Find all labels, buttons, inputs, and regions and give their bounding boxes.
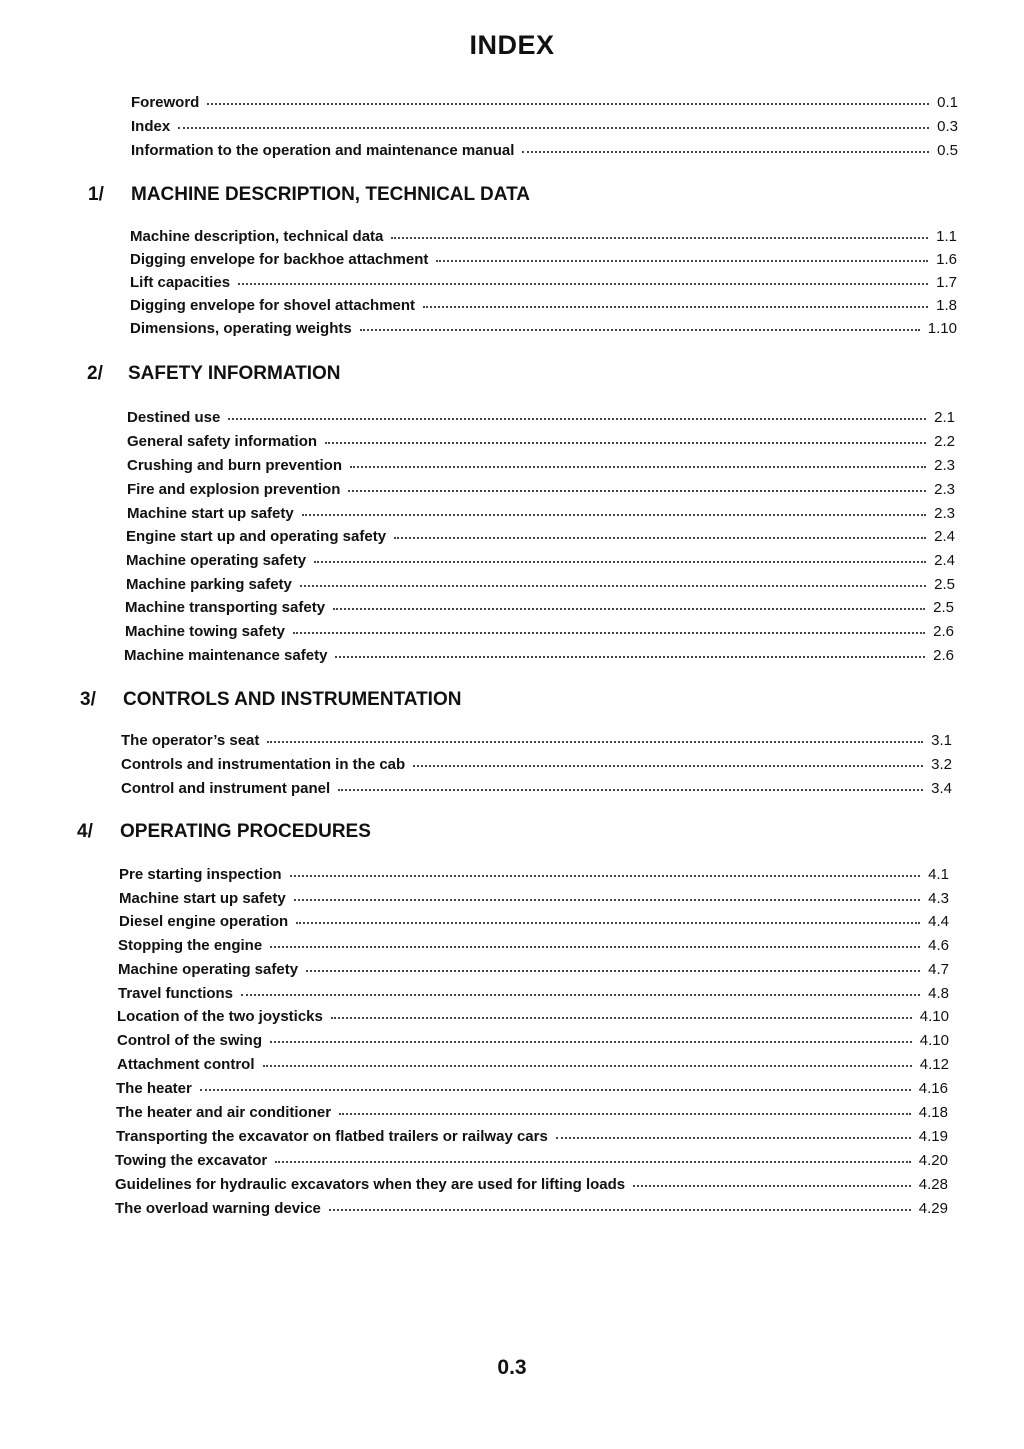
entry-label: The overload warning device bbox=[115, 1200, 321, 1217]
toc-entry bbox=[130, 251, 957, 273]
entry-label: Digging envelope for backhoe attachment bbox=[130, 251, 429, 268]
entry-page: 3.2 bbox=[931, 756, 952, 773]
dot-leader bbox=[633, 1185, 911, 1187]
toc-entry bbox=[130, 228, 957, 250]
entry-label: Destined use bbox=[127, 409, 221, 426]
dot-leader bbox=[333, 608, 925, 610]
entry-label: Attachment control bbox=[117, 1056, 255, 1073]
dot-leader bbox=[394, 537, 926, 539]
page-number: 0.3 bbox=[497, 1356, 527, 1379]
entry-label: Lift capacities bbox=[130, 274, 231, 291]
entry-page: 2.1 bbox=[934, 409, 955, 426]
dot-leader bbox=[178, 127, 929, 129]
entry-page: 4.12 bbox=[919, 1056, 949, 1073]
toc-entry bbox=[119, 866, 949, 888]
dot-leader bbox=[314, 561, 926, 563]
entry-page: 2.4 bbox=[934, 528, 955, 545]
toc-entry bbox=[116, 1104, 948, 1126]
entry-label: Control of the swing bbox=[117, 1032, 262, 1049]
entry-label: The heater and air conditioner bbox=[116, 1104, 332, 1121]
dot-leader bbox=[302, 514, 926, 516]
section-header bbox=[0, 363, 1024, 387]
dot-leader bbox=[329, 1209, 911, 1211]
entry-page: 4.8 bbox=[928, 985, 949, 1002]
section-number: 4/ bbox=[77, 821, 93, 842]
dot-leader bbox=[338, 789, 923, 791]
dot-leader bbox=[270, 1041, 912, 1043]
section-header bbox=[0, 184, 1024, 208]
entry-page: 2.6 bbox=[933, 647, 954, 664]
toc-entry bbox=[127, 457, 955, 479]
entry-page: 4.1 bbox=[928, 866, 949, 883]
dot-leader bbox=[294, 899, 920, 901]
section-header bbox=[0, 689, 1024, 713]
dot-leader bbox=[350, 466, 926, 468]
dot-leader bbox=[207, 103, 929, 105]
toc-entry bbox=[125, 599, 954, 621]
dot-leader bbox=[413, 765, 923, 767]
entry-label: Machine transporting safety bbox=[125, 599, 326, 616]
entry-label: Engine start up and operating safety bbox=[126, 528, 387, 545]
entry-page: 4.16 bbox=[918, 1080, 948, 1097]
entry-page: 4.10 bbox=[919, 1032, 949, 1049]
toc-entry bbox=[117, 1032, 949, 1054]
page-title: INDEX bbox=[469, 30, 555, 60]
section-number: 1/ bbox=[88, 184, 104, 205]
entry-page: 4.19 bbox=[918, 1128, 948, 1145]
toc-entry bbox=[119, 890, 949, 912]
dot-leader bbox=[241, 994, 920, 996]
entry-label: Diesel engine operation bbox=[119, 913, 289, 930]
section-heading: OPERATING PROCEDURES bbox=[120, 821, 371, 842]
entry-label: Controls and instrumentation in the cab bbox=[121, 756, 406, 773]
entry-page: 0.1 bbox=[937, 94, 958, 111]
toc-entry bbox=[130, 320, 957, 342]
toc-entry bbox=[121, 780, 952, 802]
toc-entry bbox=[131, 94, 958, 116]
dot-leader bbox=[325, 442, 926, 444]
dot-leader bbox=[436, 260, 928, 262]
entry-label: Pre starting inspection bbox=[119, 866, 282, 883]
entry-label: Stopping the engine bbox=[118, 937, 263, 954]
section-number: 2/ bbox=[87, 363, 103, 384]
entry-page: 4.6 bbox=[928, 937, 949, 954]
toc-entry bbox=[118, 961, 949, 983]
entry-page: 2.5 bbox=[933, 599, 954, 616]
toc-entry bbox=[130, 297, 957, 319]
section-heading: SAFETY INFORMATION bbox=[128, 363, 341, 384]
dot-leader bbox=[391, 237, 928, 239]
toc-entry bbox=[117, 1056, 949, 1078]
toc-entry bbox=[115, 1200, 948, 1222]
dot-leader bbox=[348, 490, 926, 492]
toc-entry bbox=[119, 913, 949, 935]
toc-entry bbox=[127, 409, 955, 431]
entry-page: 2.3 bbox=[934, 481, 955, 498]
dot-leader bbox=[339, 1113, 911, 1115]
entry-page: 1.6 bbox=[936, 251, 957, 268]
entry-label: Transporting the excavator on flatbed trailers or railway cars bbox=[116, 1128, 548, 1145]
entry-page: 2.5 bbox=[934, 576, 955, 593]
dot-leader bbox=[522, 151, 929, 153]
toc-entry bbox=[131, 118, 958, 140]
entry-label: Travel functions bbox=[118, 985, 234, 1002]
entry-page: 0.3 bbox=[937, 118, 958, 135]
entry-page: 1.1 bbox=[936, 228, 957, 245]
dot-leader bbox=[423, 306, 928, 308]
entry-page: 1.10 bbox=[927, 320, 957, 337]
entry-page: 2.3 bbox=[934, 457, 955, 474]
dot-leader bbox=[331, 1017, 912, 1019]
entry-label: Machine parking safety bbox=[126, 576, 292, 593]
toc-entry bbox=[126, 552, 955, 574]
toc-entry bbox=[131, 142, 958, 164]
toc-entry bbox=[126, 576, 955, 598]
entry-page: 4.10 bbox=[919, 1008, 949, 1025]
toc-entry bbox=[124, 647, 954, 669]
toc-entry bbox=[116, 1128, 948, 1150]
entry-page: 2.4 bbox=[934, 552, 955, 569]
dot-leader bbox=[360, 329, 920, 331]
section-number: 3/ bbox=[80, 689, 96, 710]
toc-entry bbox=[118, 937, 949, 959]
entry-page: 2.6 bbox=[933, 623, 954, 640]
entry-label: Crushing and burn prevention bbox=[127, 457, 343, 474]
toc-entry bbox=[126, 528, 955, 550]
toc-entry bbox=[115, 1152, 948, 1174]
toc-entry bbox=[125, 623, 954, 645]
toc-entry bbox=[127, 433, 955, 455]
entry-page: 0.5 bbox=[937, 142, 958, 159]
entry-label: Index bbox=[131, 118, 171, 135]
entry-page: 4.29 bbox=[918, 1200, 948, 1217]
dot-leader bbox=[228, 418, 926, 420]
entry-label: Machine description, technical data bbox=[130, 228, 384, 245]
dot-leader bbox=[300, 585, 926, 587]
entry-page: 4.4 bbox=[928, 913, 949, 930]
entry-page: 4.20 bbox=[918, 1152, 948, 1169]
entry-page: 3.4 bbox=[931, 780, 952, 797]
dot-leader bbox=[293, 632, 925, 634]
dot-leader bbox=[556, 1137, 911, 1139]
dot-leader bbox=[275, 1161, 911, 1163]
dot-leader bbox=[290, 875, 921, 877]
section-heading: MACHINE DESCRIPTION, TECHNICAL DATA bbox=[131, 184, 530, 205]
entry-page: 2.2 bbox=[934, 433, 955, 450]
entry-label: Control and instrument panel bbox=[121, 780, 331, 797]
dot-leader bbox=[200, 1089, 911, 1091]
entry-label: Towing the excavator bbox=[115, 1152, 268, 1169]
entry-label: Machine maintenance safety bbox=[124, 647, 328, 664]
entry-page: 3.1 bbox=[931, 732, 952, 749]
toc-entry bbox=[121, 756, 952, 778]
entry-label: Machine operating safety bbox=[126, 552, 307, 569]
entry-label: The operator’s seat bbox=[121, 732, 260, 749]
toc-entry bbox=[115, 1176, 948, 1198]
entry-label: Dimensions, operating weights bbox=[130, 320, 352, 337]
toc-entry bbox=[130, 274, 957, 296]
entry-label: Machine towing safety bbox=[125, 623, 286, 640]
entry-label: Fire and explosion prevention bbox=[127, 481, 341, 498]
toc-entry bbox=[127, 505, 955, 527]
entry-label: General safety information bbox=[127, 433, 318, 450]
entry-page: 2.3 bbox=[934, 505, 955, 522]
entry-label: Foreword bbox=[131, 94, 200, 111]
dot-leader bbox=[263, 1065, 912, 1067]
entry-label: Location of the two joysticks bbox=[117, 1008, 323, 1025]
entry-page: 1.7 bbox=[936, 274, 957, 291]
dot-leader bbox=[238, 283, 928, 285]
toc-entry bbox=[127, 481, 955, 503]
dot-leader bbox=[306, 970, 920, 972]
entry-label: Information to the operation and maintenance manual bbox=[131, 142, 515, 159]
dot-leader bbox=[267, 741, 923, 743]
entry-label: Machine operating safety bbox=[118, 961, 299, 978]
dot-leader bbox=[296, 922, 920, 924]
entry-page: 1.8 bbox=[936, 297, 957, 314]
entry-label: Machine start up safety bbox=[127, 505, 294, 522]
toc-entry bbox=[117, 1008, 949, 1030]
entry-page: 4.28 bbox=[918, 1176, 948, 1193]
entry-label: The heater bbox=[116, 1080, 192, 1097]
section-header bbox=[0, 821, 1024, 845]
toc-entry bbox=[118, 985, 949, 1007]
dot-leader bbox=[270, 946, 920, 948]
entry-label: Guidelines for hydraulic excavators when they are used for lifting loads bbox=[115, 1176, 626, 1193]
entry-label: Machine start up safety bbox=[119, 890, 286, 907]
toc-entry bbox=[116, 1080, 948, 1102]
entry-label: Digging envelope for shovel attachment bbox=[130, 297, 416, 314]
entry-page: 4.18 bbox=[918, 1104, 948, 1121]
entry-page: 4.7 bbox=[928, 961, 949, 978]
section-heading: CONTROLS AND INSTRUMENTATION bbox=[123, 689, 462, 710]
toc-entry bbox=[121, 732, 952, 754]
entry-page: 4.3 bbox=[928, 890, 949, 907]
dot-leader bbox=[335, 656, 925, 658]
